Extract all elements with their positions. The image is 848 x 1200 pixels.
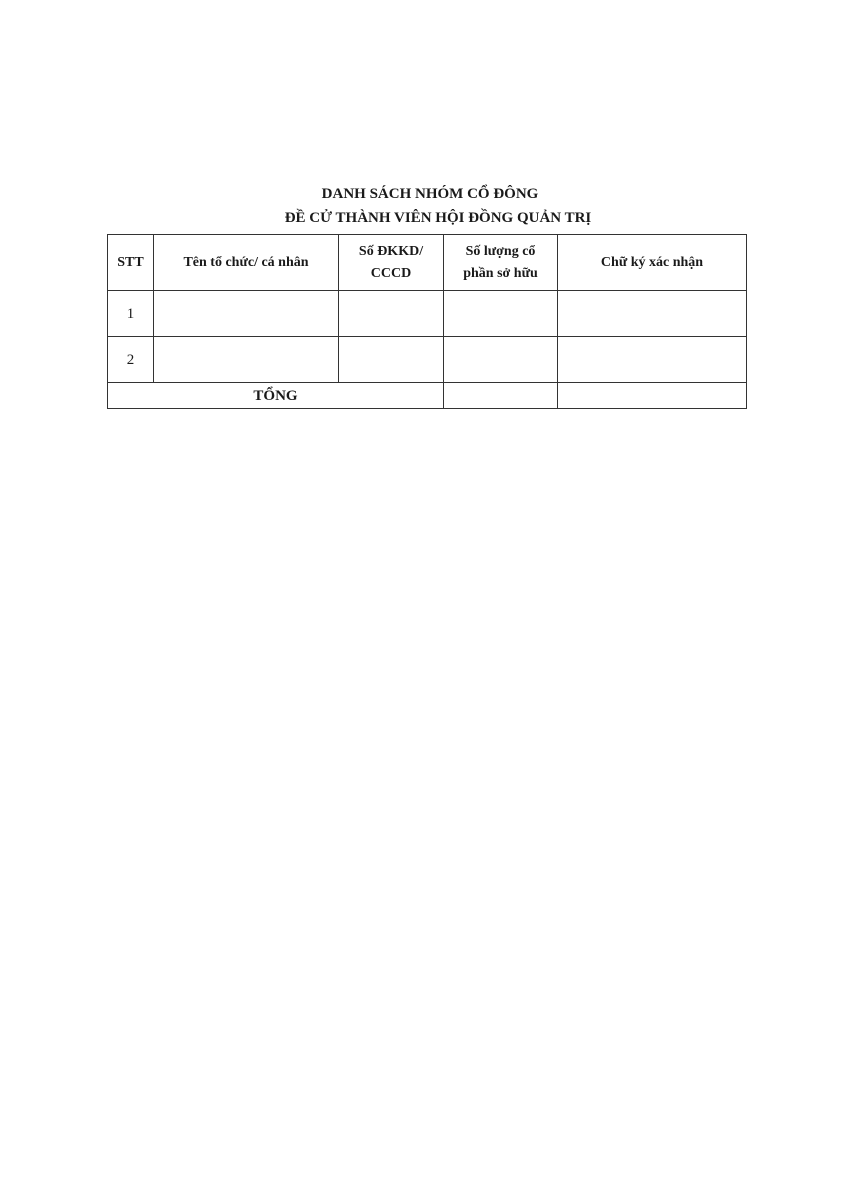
table-header-row [108,235,747,291]
total-label: TỔNG [108,383,444,409]
row-signature-cell [558,291,747,337]
shareholder-table [107,234,747,409]
row-stt: 2 [108,337,154,383]
row-signature-cell [558,337,747,383]
row-name-cell [154,291,339,337]
header-shares-line2: phần sở hữu [463,265,538,281]
header-signature: Chữ ký xác nhận [558,235,747,291]
header-name: Tên tổ chức/ cá nhân [154,235,339,291]
row-shares-cell [444,291,558,337]
row-id-cell [339,337,444,383]
header-shares [444,235,558,291]
row-id-cell [339,291,444,337]
header-id [339,235,444,291]
row-shares-cell [444,337,558,383]
total-shares-cell [444,383,558,409]
header-shares-line1: Số lượng cổ [465,243,536,259]
header-stt: STT [108,235,154,291]
header-id-line2: CCCD [370,265,412,281]
table-row [108,337,747,383]
row-name-cell [154,337,339,383]
total-signature-cell [558,383,747,409]
document-subtitle: ĐỀ CỬ THÀNH VIÊN HỘI ĐỒNG QUẢN TRỊ [284,210,592,226]
table-total-row [108,383,747,409]
header-id-line1: Số ĐKKD/ [358,243,424,259]
row-stt: 1 [108,291,154,337]
table-row [108,291,747,337]
document-title: DANH SÁCH NHÓM CỔ ĐÔNG [321,186,539,202]
